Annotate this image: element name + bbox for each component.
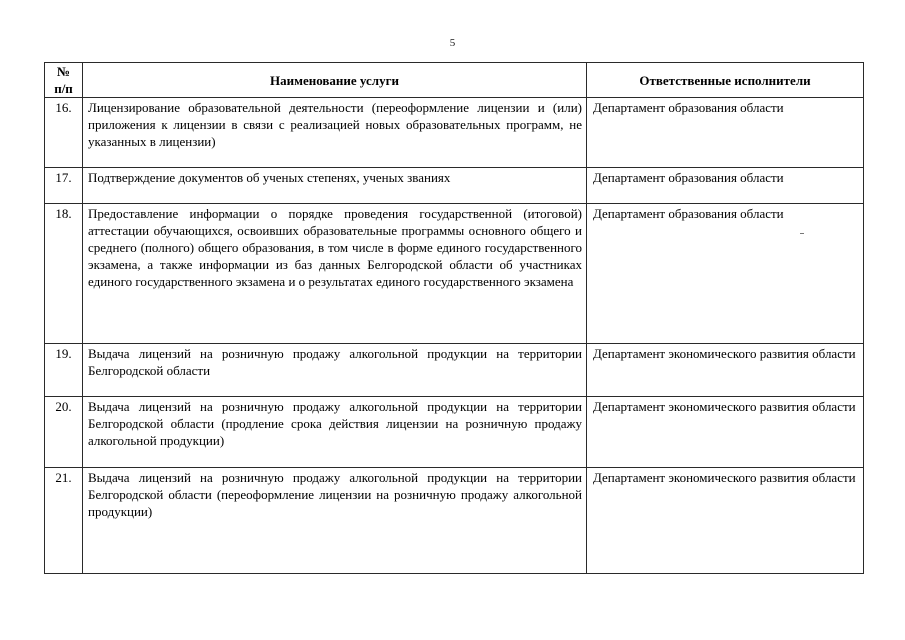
row-responsible: Департамент экономического развития области: [587, 468, 864, 574]
row-number: 18.: [45, 204, 83, 344]
row-service: Выдача лицензий на розничную продажу алкогольной продукции на территории Белгородской области (продление срока действия лицензии на розничную продажу алкогольной продукции): [83, 397, 587, 468]
table-row: [45, 397, 864, 468]
page-number: 5: [449, 37, 456, 49]
row-number: 21.: [45, 468, 83, 574]
row-service: Подтверждение документов об ученых степенях, ученых званиях: [83, 168, 587, 204]
table-row: [45, 468, 864, 574]
row-responsible: Департамент образования области: [587, 168, 864, 204]
row-responsible: Департамент экономического развития области: [587, 344, 864, 397]
header-number: [45, 63, 83, 98]
table-row: [45, 204, 864, 344]
row-service: Лицензирование образовательной деятельности (переоформление лицензии и (или) приложения к лицензии в связи с реализацией новых образовательных программ, не указанных в лицензии): [83, 98, 587, 168]
row-number: 17.: [45, 168, 83, 204]
header-service: Наименование услуги: [83, 63, 587, 98]
table-row: [45, 98, 864, 168]
row-responsible: Департамент образования области: [587, 98, 864, 168]
table-header-row: [45, 63, 864, 98]
row-number: 20.: [45, 397, 83, 468]
header-number-line2: п/п: [54, 81, 73, 96]
header-number-line1: №: [56, 64, 71, 79]
row-number: 16.: [45, 98, 83, 168]
row-responsible: Департамент экономического развития области: [587, 397, 864, 468]
row-service: Выдача лицензий на розничную продажу алкогольной продукции на территории Белгородской области (переоформление лицензии на розничную продажу алкогольной продукции): [83, 468, 587, 574]
scan-artifact: [800, 233, 804, 234]
row-responsible: Департамент образования области: [587, 204, 864, 344]
services-table: [44, 62, 864, 574]
row-service: Предоставление информации о порядке проведения государственной (итоговой) аттестации обучающихся, освоивших образовательные программы основного общего и среднего (полного) общего образования, в том числе в форме единого государственного экзамена, а также информации из баз данных Белгородской области об участниках единого государственного экзамена и о результатах единого государственного экзамена: [83, 204, 587, 344]
table-row: [45, 344, 864, 397]
table-row: [45, 168, 864, 204]
row-service: Выдача лицензий на розничную продажу алкогольной продукции на территории Белгородской области: [83, 344, 587, 397]
header-responsible: Ответственные исполнители: [587, 63, 864, 98]
row-number: 19.: [45, 344, 83, 397]
